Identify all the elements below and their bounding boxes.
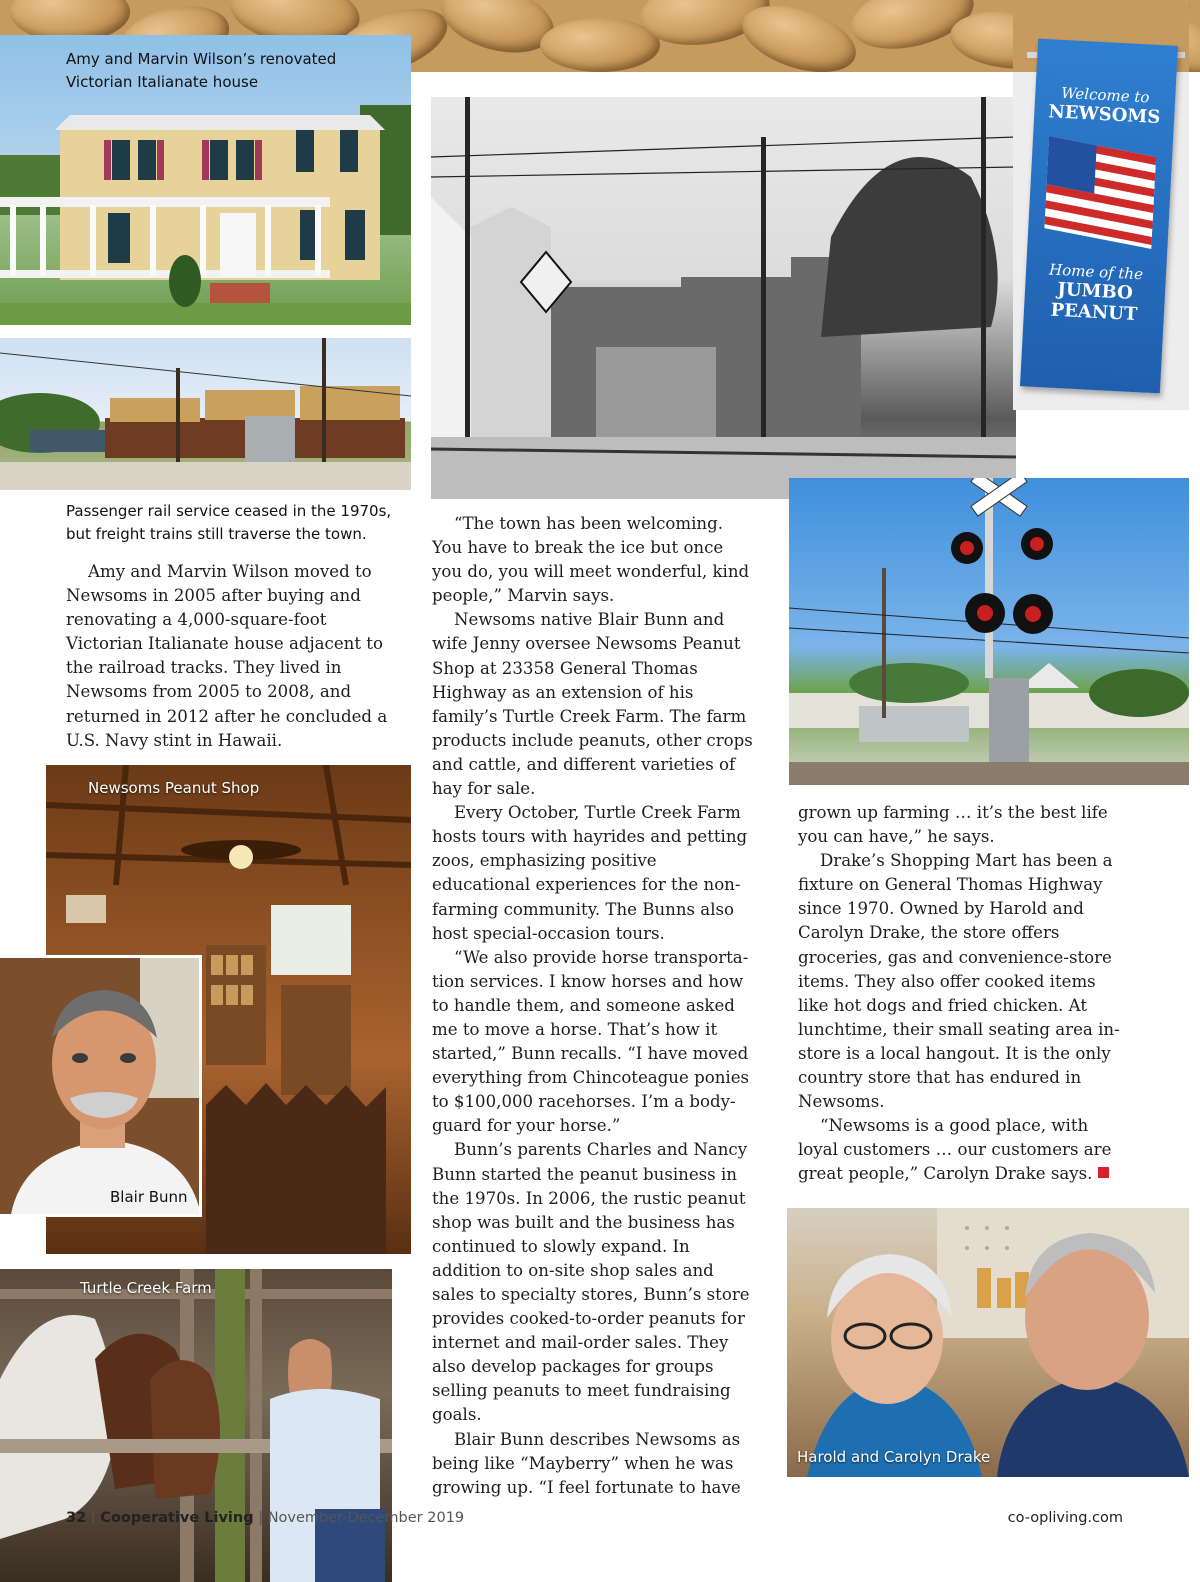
farm-caption: Turtle Creek Farm	[80, 1279, 212, 1297]
page-footer	[66, 1510, 464, 1526]
website-link[interactable]: co-opliving.com	[1007, 1510, 1123, 1526]
historic-main-street-photo	[431, 97, 1016, 499]
footer-separator: |	[90, 1510, 96, 1526]
banner-bottom3-text: PEANUT	[1050, 299, 1138, 326]
blair-caption: Blair Bunn	[110, 1188, 188, 1206]
paragraph: Drake’s Shopping Mart has been a fixture on General Thomas Highway since 1970. Owned by Harold and Carolyn Drake, the store offers groceries, gas and convenience-store items. They also offer cooked items like hot dogs and fried chicken. At lunchtime, their small seating area in-store is a local hangout. It is the only country store that has endured in Newsoms.	[798, 851, 1120, 1112]
paragraph: “The town has been welcoming. You have to break the ice but once you do, you will meet wonderful, kind people,” Marvin says.	[432, 514, 750, 606]
railroad-crossing-photo	[789, 478, 1189, 785]
shop-caption: Newsoms Peanut Shop	[88, 779, 260, 797]
train-caption: Passenger rail service ceased in the 1970s, but freight trains still traverse the town.	[66, 502, 392, 543]
paragraph: Amy and Marvin Wilson moved to Newsoms in 2005 after buying and renovating a 4,000-square-foot Victorian Italianate house adjacent to the railroad tracks. They lived in Newsoms from 2005 to 2008, and returned in 2012 after he concluded a U.S. Navy stint in Hawaii.	[66, 562, 388, 750]
drakes-photo	[787, 1208, 1189, 1477]
drakes-caption: Harold and Carolyn Drake	[797, 1448, 991, 1466]
column-3-text	[798, 801, 1126, 1187]
column-2-text	[432, 512, 758, 1500]
house-caption: Amy and Marvin Wilson’s renovated Victorian Italianate house	[66, 50, 337, 91]
banner-top-text: Welcome to	[1060, 83, 1150, 107]
paragraph-text: “Newsoms is a good place, with loyal customers … our customers are great people,” Carolyn Drake says.	[798, 1116, 1112, 1184]
us-flag-icon	[1043, 136, 1157, 252]
freight-train-photo	[0, 338, 411, 490]
turtle-creek-farm-photo	[0, 1269, 392, 1582]
banner-flag	[1020, 39, 1178, 394]
house-photo	[0, 35, 411, 325]
page-number: 32	[66, 1510, 87, 1526]
blair-bunn-photo	[0, 955, 202, 1217]
paragraph	[798, 1114, 1126, 1186]
paragraph: grown up farming … it’s the best life you can have,” he says.	[798, 803, 1108, 847]
column-1-text	[66, 560, 388, 753]
magazine-name: Cooperative Living	[100, 1510, 254, 1526]
banner-bottom2-text: JUMBO	[1056, 278, 1134, 304]
banner-town-text: NEWSOMS	[1047, 101, 1161, 129]
paragraph: “We also provide horse transporta-tion services. I know horses and how to handle them, and someone asked me to move a horse. That’s how it started,” Bunn recalls. “I have moved everything from Chincoteague ponies to $100,000 racehorses. I’m a body-guard for your horse.”	[432, 947, 750, 1136]
paragraph: Newsoms native Blair Bunn and wife Jenny oversee Newsoms Peanut Shop at 23358 General Thomas Highway as an extension of his family’s Turtle Creek Farm. The farm products include peanuts, other crops and cattle, and different varieties of hay for sale.	[432, 610, 753, 799]
paragraph: Every October, Turtle Creek Farm hosts tours with hayrides and petting zoos, emphasizing positive educational experiences for the non-farming community. The Bunns also host special-occasion tours.	[432, 803, 748, 943]
footer-separator: |	[258, 1510, 264, 1526]
banner-bottom1-text: Home of the	[1048, 260, 1144, 284]
issue-date: November-December 2019	[267, 1510, 465, 1526]
paragraph: Bunn’s parents Charles and Nancy Bunn started the peanut business in the 1970s. In 2006, the rustic peanut shop was built and the business has continued to slowly expand. In addition to on-site shop sales and sales to specialty stores, Bunn’s store provides cooked-to-order peanuts for internet and mail-order sales. They also develop packages for groups selling peanuts to meet fundraising goals.	[432, 1140, 750, 1425]
welcome-banner-photo	[1013, 0, 1189, 410]
paragraph: Blair Bunn describes Newsoms as being like “Mayberry” when he was growing up. “I feel fortunate to have	[432, 1429, 741, 1497]
end-mark-icon	[1098, 1167, 1109, 1178]
